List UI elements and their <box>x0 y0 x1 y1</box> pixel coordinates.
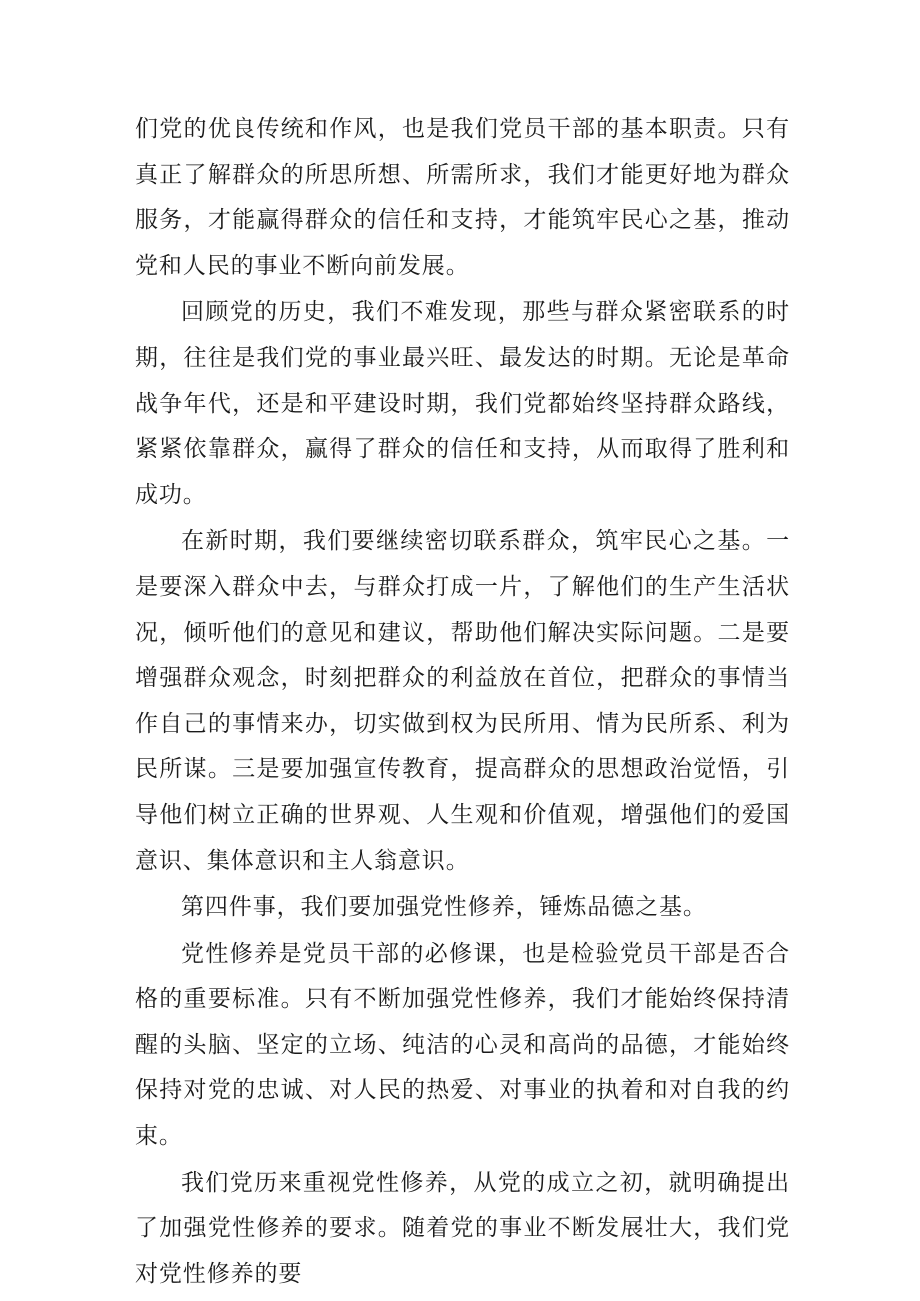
paragraph-6: 我们党历来重视党性修养，从党的成立之初，就明确提出了加强党性修养的要求。随着党的事业不断发展壮大，我们党对党性修养的要 <box>135 1169 790 1287</box>
paragraph-1: 们党的优良传统和作风，也是我们党员干部的基本职责。只有真正了解群众的所思所想、所需所求，我们才能更好地为群众服务，才能赢得群众的信任和支持，才能筑牢民心之基，推动党和人民的事业不断向前发展。 <box>135 116 790 279</box>
paragraph-5: 党性修养是党员干部的必修课，也是检验党员干部是否合格的重要标准。只有不断加强党性修养，我们才能始终保持清醒的头脑、坚定的立场、纯洁的心灵和高尚的品德，才能始终保持对党的忠诚、对人民的热爱、对事业的执着和对自我的约束。 <box>135 940 790 1150</box>
document-body <box>135 107 790 1297</box>
paragraph-3: 在新时期，我们要继续密切联系群众，筑牢民心之基。一是要深入群众中去，与群众打成一片，了解他们的生产生活状况，倾听他们的意见和建议，帮助他们解决实际问题。二是要增强群众观念，时刻把群众的利益放在首位，把群众的事情当作自己的事情来办，切实做到权为民所用、情为民所系、利为民所谋。三是要加强宣传教育，提高群众的思想政治觉悟，引导他们树立正确的世界观、人生观和价值观，增强他们的爱国意识、集体意识和主人翁意识。 <box>135 528 790 874</box>
section-heading-fourth-matter: 第四件事，我们要加强党性修养，锤炼品德之基。 <box>181 894 707 921</box>
paragraph-2: 回顾党的历史，我们不难发现，那些与群众紧密联系的时期，往往是我们党的事业最兴旺、最发达的时期。无论是革命战争年代，还是和平建设时期，我们党都始终坚持群众路线，紧紧依靠群众，赢得了群众的信任和支持，从而取得了胜利和成功。 <box>135 299 790 508</box>
